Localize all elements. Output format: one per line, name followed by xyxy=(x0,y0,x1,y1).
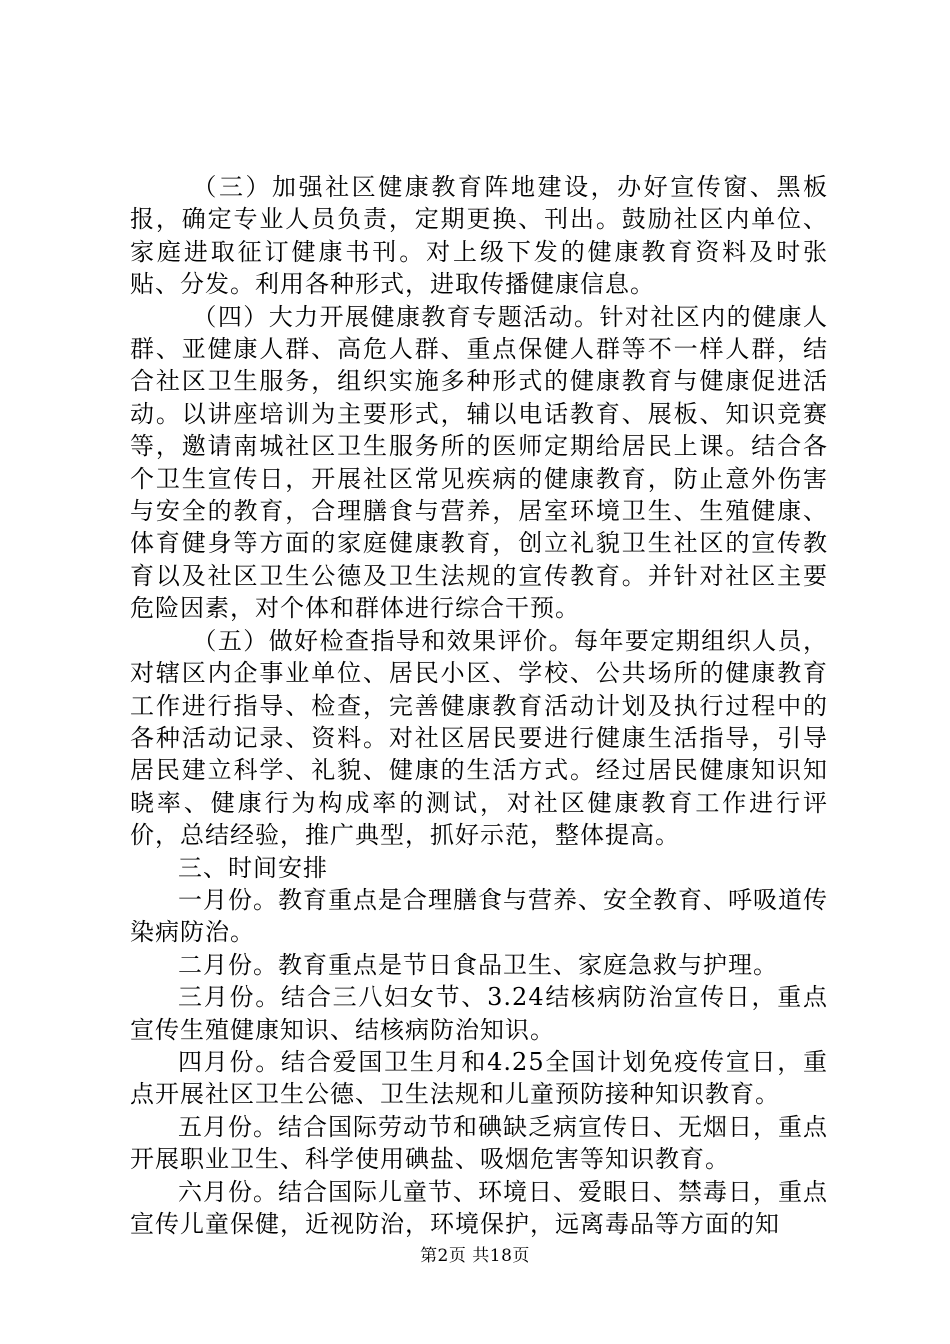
paragraph-january: 一月份。教育重点是合理膳食与营养、安全教育、呼吸道传染病防治。 xyxy=(130,885,828,947)
section-heading-schedule: 三、时间安排 xyxy=(178,853,328,882)
paragraph-march: 三月份。结合三八妇女节、3.24结核病防治宣传日，重点宣传生殖健康知识、结核病防治知识。 xyxy=(130,983,828,1044)
paragraph-section-4: （四）大力开展健康教育专题活动。针对社区内的健康人群、亚健康人群、高危人群、重点保健人群等不一样人群，结合社区卫生服务，组织实施多种形式的健康教育与健康促进活动。以讲座培训为主要形式，辅以电话教育、展板、知识竞赛等，邀请南城社区卫生服务所的医师定期给居民上课。结合各个卫生宣传日，开展社区常见疾病的健康教育，防止意外伤害与安全的教育，合理膳食与营养，居室环境卫生、生殖健康、体育健身等方面的家庭健康教育，创立礼貌卫生社区的宣传教育以及社区卫生公德及卫生法规的宣传教育。并针对社区主要危险因素，对个体和群体进行综合干预。 xyxy=(130,302,828,623)
paragraph-april: 四月份。结合爱国卫生月和4.25全国计划免疫传宣日，重点开展社区卫生公德、卫生法规和儿童预防接种知识教育。 xyxy=(130,1047,828,1109)
paragraph-section-5: （五）做好检查指导和效果评价。每年要定期组织人员，对辖区内企事业单位、居民小区、学校、公共场所的健康教育工作进行指导、检查，完善健康教育活动计划及执行过程中的各种活动记录、资料。对社区居民要进行健康生活指导，引导居民建立科学、礼貌、健康的生活方式。经过居民健康知识知晓率、健康行为构成率的测试，对社区健康教育工作进行评价，总结经验，推广典型，抓好示范，整体提高。 xyxy=(130,626,828,850)
paragraph-june: 六月份。结合国际儿童节、环境日、爱眼日、禁毒日，重点宣传儿童保健，近视防治，环境保护，远离毒品等方面的知 xyxy=(130,1177,828,1238)
page-number-label: 第2页 共18页 xyxy=(420,1246,530,1266)
page-footer xyxy=(0,1241,950,1266)
document-body xyxy=(130,171,828,1240)
paragraph-february: 二月份。教育重点是节日食品卫生、家庭急救与护理。 xyxy=(178,950,778,979)
paragraph-may: 五月份。结合国际劳动节和碘缺乏病宣传日、无烟日，重点开展职业卫生、科学使用碘盐、吸烟危害等知识教育。 xyxy=(130,1112,828,1174)
paragraph-section-3: （三）加强社区健康教育阵地建设，办好宣传窗、黑板报，确定专业人员负责，定期更换、刊出。鼓励社区内单位、家庭进取征订健康书刊。对上级下发的健康教育资料及时张贴、分发。利用各种形式，进取传播健康信息。 xyxy=(130,173,828,299)
